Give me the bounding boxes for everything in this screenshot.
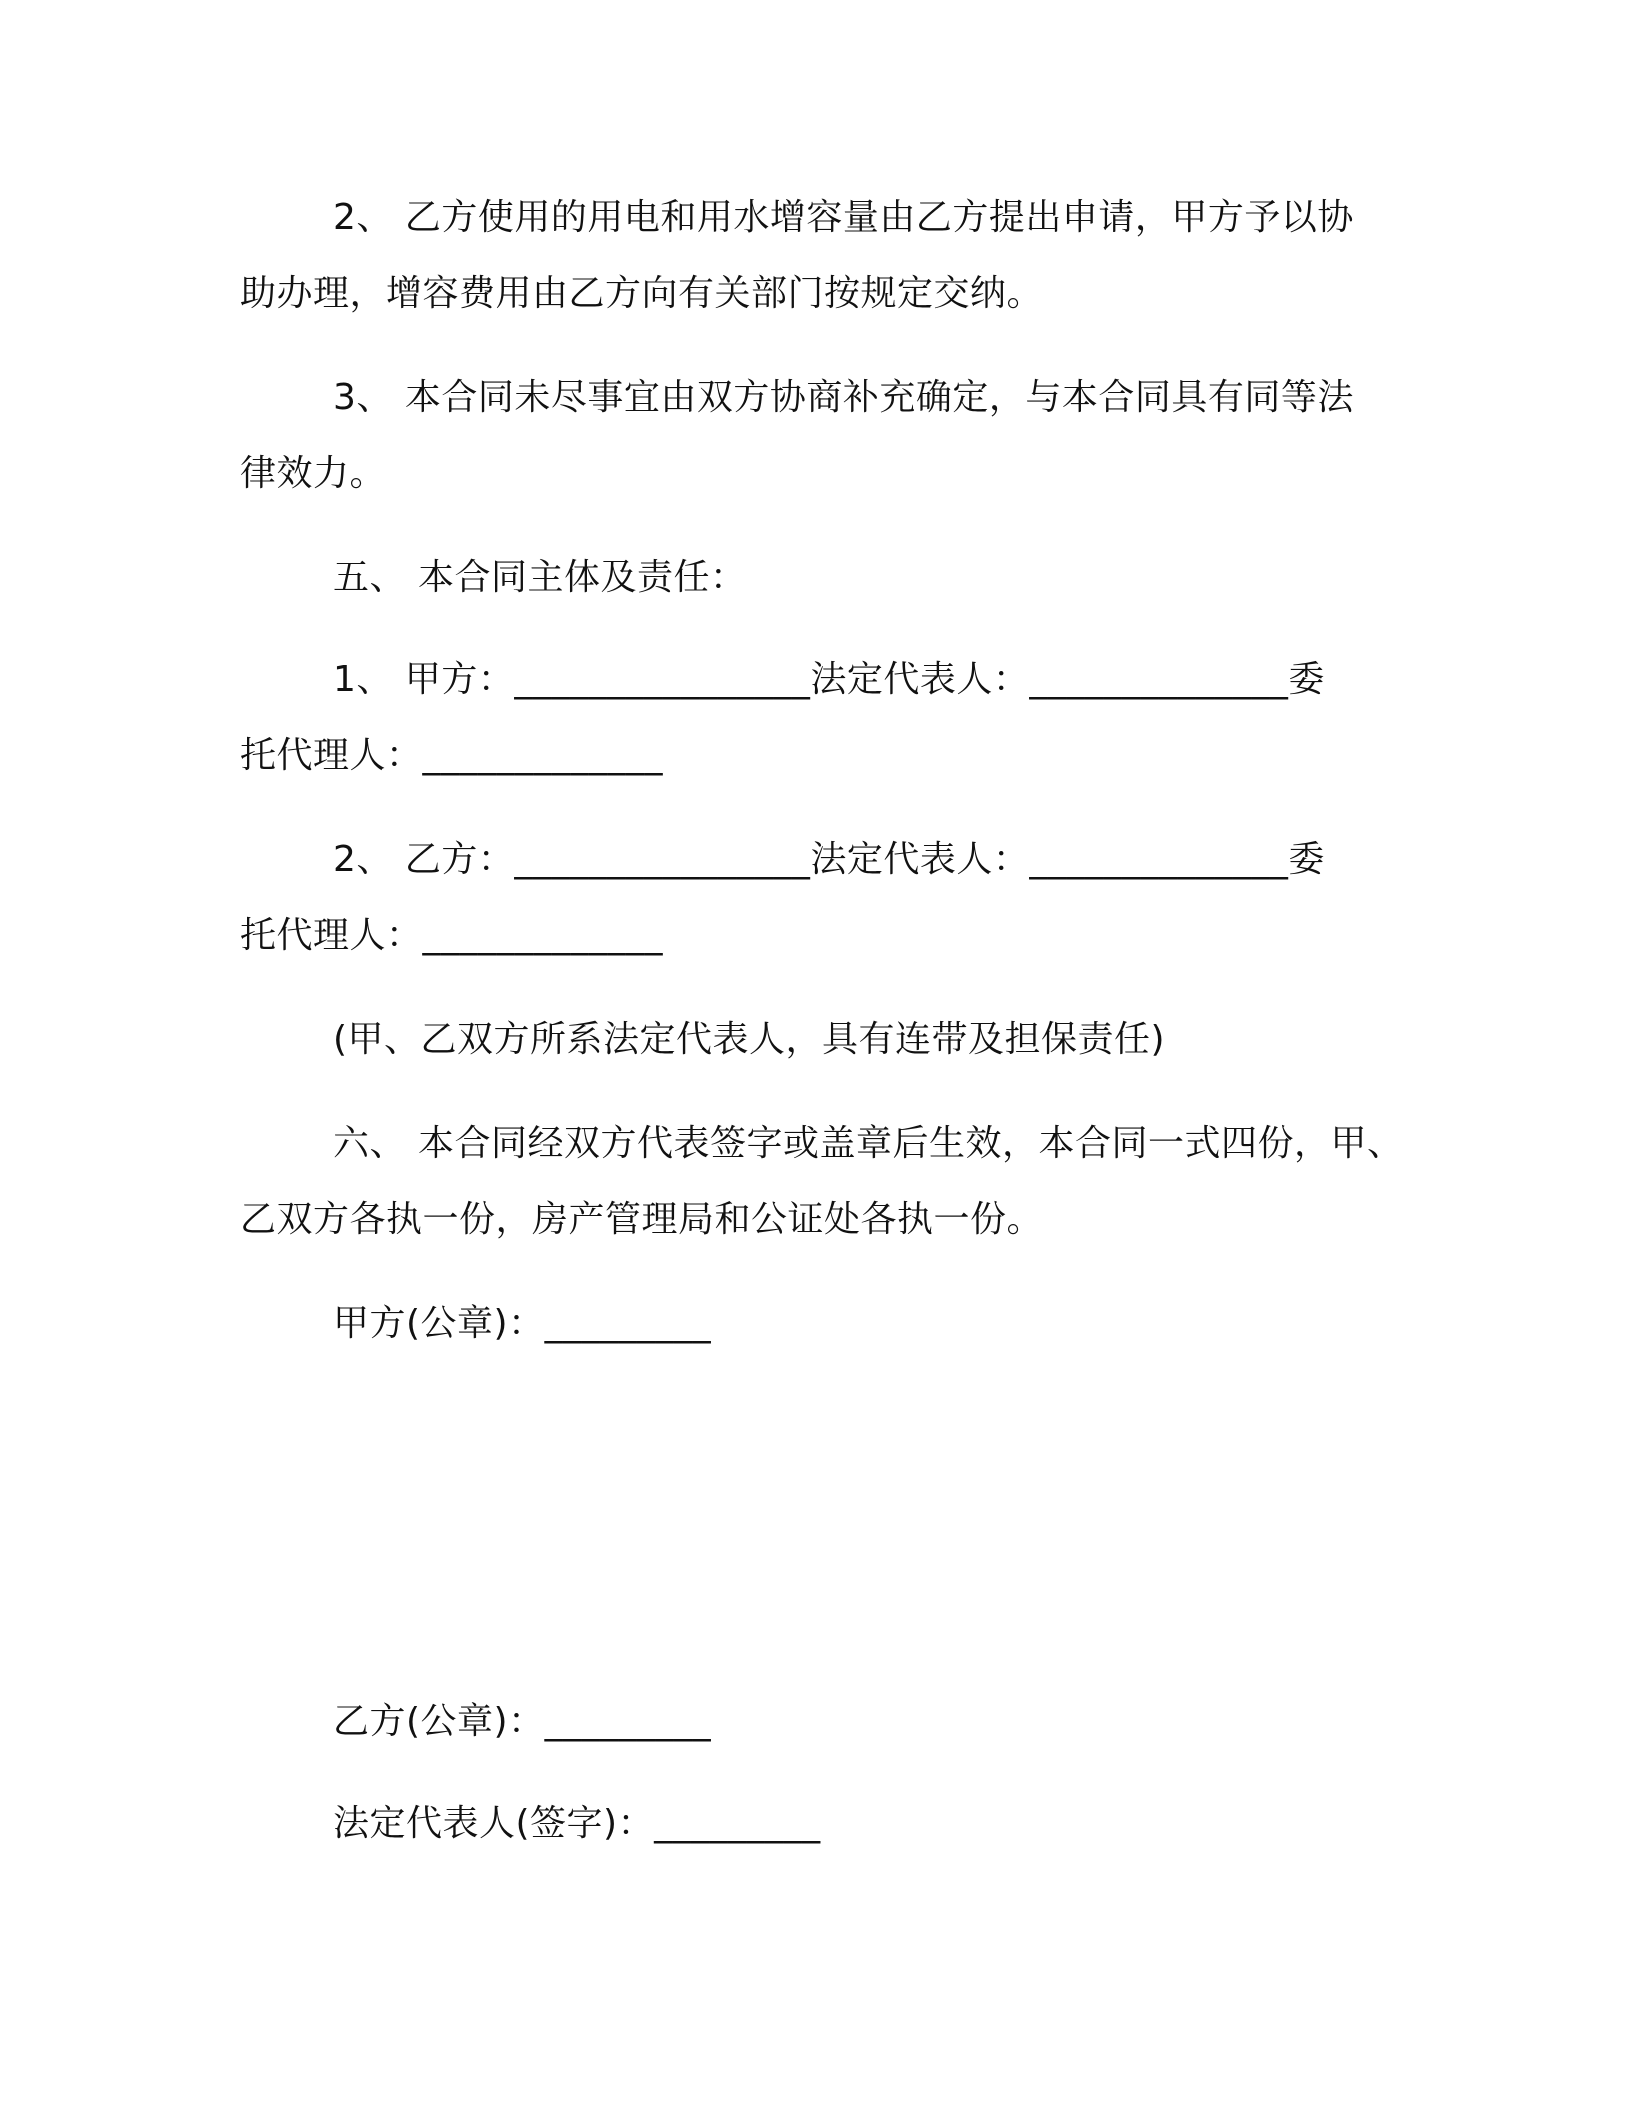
- clause-3-line-1: 3、 本合同未尽事宜由双方协商补充确定，与本合同具有同等法: [333, 377, 1354, 418]
- section-5-heading: 五、 本合同主体及责任：: [333, 557, 747, 598]
- party-b-line-1: 2、 乙方：________________法定代表人：______________委: [333, 839, 1325, 880]
- section-6-line-2: 乙双方各执一份，房产管理局和公证处各执一份。: [240, 1199, 1044, 1240]
- party-a-line-1: 1、 甲方：________________法定代表人：______________委: [333, 659, 1325, 700]
- liability-note: (甲、乙双方所系法定代表人，具有连带及担保责任): [333, 1019, 1166, 1060]
- party-b-seal-line: 乙方(公章)：_________: [333, 1701, 712, 1742]
- clause-3-line-2: 律效力。: [240, 453, 387, 494]
- clause-2-line-2: 助办理，增容费用由乙方向有关部门按规定交纳。: [240, 273, 1044, 314]
- legal-rep-signature-line: 法定代表人(签字)：_________: [333, 1803, 821, 1844]
- section-6-line-1: 六、 本合同经双方代表签字或盖章后生效，本合同一式四份，甲、: [333, 1123, 1404, 1164]
- party-b-line-2: 托代理人：_____________: [240, 915, 664, 956]
- party-a-line-2: 托代理人：_____________: [240, 735, 664, 776]
- party-a-seal-line: 甲方(公章)：_________: [333, 1303, 712, 1344]
- clause-2-line-1: 2、 乙方使用的用电和用水增容量由乙方提出申请，甲方予以协: [333, 197, 1354, 238]
